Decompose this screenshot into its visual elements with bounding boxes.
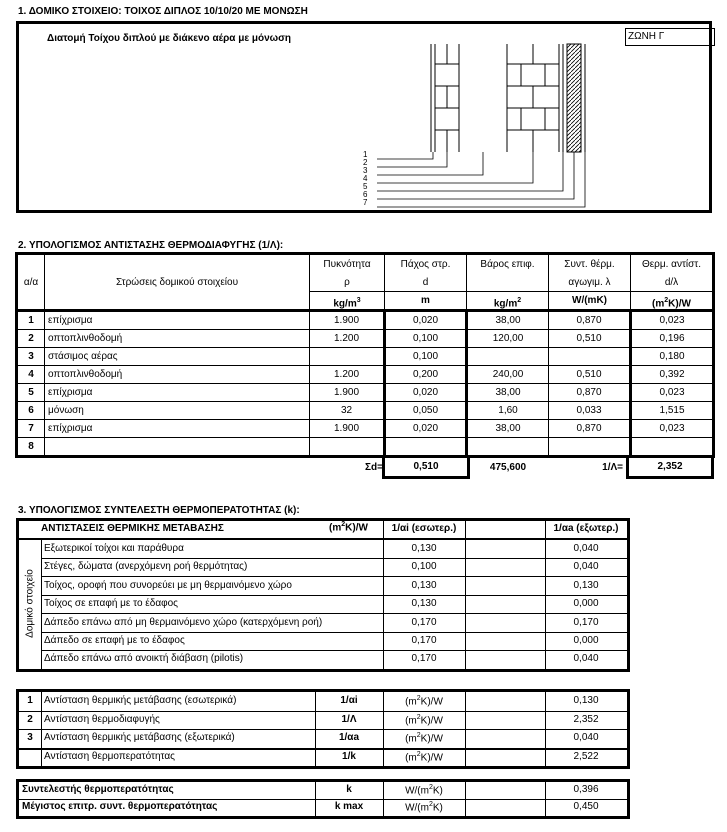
transfer-resistance-panel xyxy=(16,518,630,672)
header-density-label: Πυκνότητα xyxy=(323,258,371,270)
u-value-label: Συντελεστής θερμοπερατότητας xyxy=(22,784,174,795)
row-number: 8 xyxy=(17,438,45,457)
transfer-row-ai: 0,130 xyxy=(411,598,437,610)
layer-name: οπτοπλινθοδομή xyxy=(45,366,310,384)
transfer-row xyxy=(41,632,627,651)
header-res-label: Θερμ. αντίστ. xyxy=(641,258,702,270)
inv-lambda-value: 2,352 xyxy=(626,458,714,479)
total-resistance-value: 0,040 xyxy=(573,732,599,743)
col-divider xyxy=(465,692,466,766)
resistance-value: 0,196 xyxy=(631,330,714,348)
header-layers: Στρώσεις δομικού στοιχείου xyxy=(45,254,310,311)
total-resistance-label: Αντίσταση θερμικής μετάβασης (εξωτερικά) xyxy=(44,732,235,743)
col-divider xyxy=(41,692,42,766)
thickness-value: 0,100 xyxy=(385,348,467,366)
resistance-value: 0,023 xyxy=(631,420,714,438)
total-resistance-label: Αντίσταση θερμικής μετάβασης (εσωτερικά) xyxy=(44,695,237,706)
conductivity-value: 0,870 xyxy=(549,384,631,402)
u-value-symbol: k max xyxy=(334,801,364,812)
table-row xyxy=(17,311,714,330)
total-resistance-symbol: 1/k xyxy=(342,750,356,762)
layers-totals-row xyxy=(15,458,712,480)
layer-number: 4 xyxy=(363,174,368,183)
col-divider xyxy=(383,782,384,816)
transfer-row-label: Δάπεδο σε επαφή με το έδαφος xyxy=(44,635,185,646)
col-divider xyxy=(315,782,316,816)
layers-table-header xyxy=(17,254,714,311)
layer-name: επίχρισμα xyxy=(45,420,310,438)
density-value xyxy=(310,348,385,366)
density-value: 1.200 xyxy=(310,330,385,348)
transfer-row xyxy=(41,558,627,577)
header-cond-symbol: αγωγιμ. λ xyxy=(568,276,611,288)
transfer-row-label: Στέγες, δώματα (ανερχόμενη ροή θερμότητας) xyxy=(44,561,248,573)
resistance-value: 1,515 xyxy=(631,402,714,420)
conductivity-value xyxy=(549,348,631,366)
transfer-row-ai: 0,100 xyxy=(411,561,437,573)
thickness-value: 0,020 xyxy=(385,311,467,330)
density-value: 1.900 xyxy=(310,311,385,330)
layer-number: 6 xyxy=(363,190,368,199)
transfer-row-aa: 0,040 xyxy=(573,653,599,665)
resistance-value: 0,392 xyxy=(631,366,714,384)
total-resistance-row xyxy=(19,729,627,750)
transfer-row-label: Δάπεδο επάνω από μη θερμαινόμενο χώρο (κατερχόμενη ροή) xyxy=(44,616,323,628)
density-value xyxy=(310,438,385,457)
side-label-cell xyxy=(19,540,42,669)
total-resistance-unit: $(m^2K)/W$ xyxy=(405,732,443,745)
col-divider xyxy=(383,692,384,766)
total-resistance-symbol: 1/αa xyxy=(338,732,360,743)
u-value-unit: $W/(m^2K)$ xyxy=(405,784,443,797)
layer-name: οπτοπλινθοδομή xyxy=(45,330,310,348)
transfer-row xyxy=(41,595,627,614)
side-label: Δομικό στοιχείο xyxy=(24,569,36,638)
layer-number: 5 xyxy=(363,182,368,191)
header-res-unit: $(m^2K)/W$ xyxy=(631,291,712,309)
transfer-row-label: Εξωτερικοί τοίχοι και παράθυρα xyxy=(44,543,184,554)
header-thickness-unit: m xyxy=(385,291,466,309)
inv-lambda-label: 1/Λ= xyxy=(602,462,623,473)
wall-section-subtitle: Διατομή Τοίχου διπλού με διάκενο αέρα με μόνωση xyxy=(47,33,292,44)
header-conductivity xyxy=(549,254,631,311)
col-divider xyxy=(315,692,316,766)
transfer-row-aa: 0,040 xyxy=(573,561,599,573)
col-divider xyxy=(545,782,546,816)
u-value-row xyxy=(19,782,627,800)
transfer-row xyxy=(41,614,627,633)
row-number: 3 xyxy=(27,732,33,743)
layer-number: 2 xyxy=(363,158,368,167)
header-weight-unit: $kg/m^2$ xyxy=(467,291,548,309)
transfer-row xyxy=(41,650,627,668)
transfer-row-ai: 0,170 xyxy=(411,653,437,665)
row-number: 2 xyxy=(27,713,33,725)
row-number: 4 xyxy=(17,366,45,384)
row-number: 3 xyxy=(17,348,45,366)
header-cond-unit: W/(mK) xyxy=(549,291,630,309)
total-resistance-unit: $(m^2K)/W$ xyxy=(405,713,443,726)
table-row xyxy=(17,366,714,384)
transfer-header-label: ΑΝΤΙΣΤΑΣΕΙΣ ΘΕΡΜΙΚΗΣ ΜΕΤΑΒΑΣΗΣ xyxy=(41,523,224,534)
u-value-rows xyxy=(19,782,627,816)
table-row xyxy=(17,402,714,420)
weight-value: 120,00 xyxy=(467,330,549,348)
header-density-unit: $kg/m^3$ xyxy=(310,291,384,309)
resistance-value: 0,023 xyxy=(631,384,714,402)
row-number: 2 xyxy=(17,330,45,348)
transfer-row-aa: 0,170 xyxy=(573,616,599,628)
row-number: 6 xyxy=(17,402,45,420)
header-cond-label: Συντ. θέρμ. xyxy=(564,258,615,270)
header-weight-label: Βάρος επιφ. xyxy=(480,258,535,270)
row-number: 1 xyxy=(27,695,33,706)
total-resistance-value: 2,522 xyxy=(573,750,599,762)
row-number: 1 xyxy=(17,311,45,330)
header-weight xyxy=(467,254,549,311)
transfer-row xyxy=(41,540,627,559)
transfer-row-label: Τοίχος σε επαφή με το έδαφος xyxy=(44,598,178,610)
transfer-row-label: Δάπεδο επάνω από ανοικτή διάβαση (pilotis) xyxy=(44,653,244,665)
density-value: 32 xyxy=(310,402,385,420)
transfer-row-ai: 0,170 xyxy=(411,616,437,628)
total-resistance-label: Αντίσταση θερμοδιαφυγής xyxy=(44,713,160,725)
layer-number-list xyxy=(363,151,375,207)
sum-d-label: Σd= xyxy=(365,462,383,473)
header-thickness xyxy=(385,254,467,311)
header-thickness-symbol: d xyxy=(422,276,429,288)
transfer-row-ai: 0,130 xyxy=(411,543,437,554)
layers-table xyxy=(15,252,715,458)
transfer-row-aa: 0,000 xyxy=(573,635,599,646)
total-resistance-label: Αντίσταση θερμοπερατότητας xyxy=(44,750,175,762)
transfer-row-label: Τοίχος, οροφή που συνορεύει με μη θερμαινόμενο χώρο xyxy=(44,579,292,591)
layer-name: στάσιμος αέρας xyxy=(45,348,310,366)
total-resistance-unit: $(m^2K)/W$ xyxy=(405,695,443,708)
layer-name: επίχρισμα xyxy=(45,311,310,330)
weight-value: 1,60 xyxy=(467,402,549,420)
header-thickness-label: Πάχος στρ. xyxy=(400,258,451,270)
layer-number: 7 xyxy=(363,198,368,207)
thickness-value: 0,020 xyxy=(385,384,467,402)
table-row xyxy=(17,420,714,438)
total-resistance-panel xyxy=(16,689,630,769)
weight-value: 38,00 xyxy=(467,384,549,402)
density-value: 1.900 xyxy=(310,384,385,402)
thickness-value: 0,200 xyxy=(385,366,467,384)
header-density xyxy=(310,254,385,311)
u-value-unit: $W/(m^2K)$ xyxy=(405,801,443,814)
total-resistance-row xyxy=(19,692,627,712)
col-header-ai: 1/αi (εσωτερ.) xyxy=(391,523,457,534)
layer-name xyxy=(45,438,310,457)
u-value-label: Μέγιστος επιτρ. συντ. θερμοπερατότητας xyxy=(22,801,218,812)
total-resistance-value: 0,130 xyxy=(573,695,599,706)
header-density-symbol: ρ xyxy=(344,276,350,288)
header-weight-spacer xyxy=(467,274,548,291)
transfer-row xyxy=(41,577,627,596)
total-resistance-symbol: 1/αi xyxy=(340,695,358,706)
conductivity-value xyxy=(549,438,631,457)
u-value-value: 0,396 xyxy=(573,784,599,795)
total-resistance-row xyxy=(19,748,627,767)
section3-title: 3. ΥΠΟΛΟΓΙΣΜΟΣ ΣΥΝΤΕΛΕΣΤΗ ΘΕΡΜΟΠΕΡΑΤΟΤΗΤΑΣ (k): xyxy=(18,505,300,516)
u-value-panel xyxy=(16,779,630,819)
col-divider xyxy=(545,692,546,766)
header-res-symbol: d/λ xyxy=(664,276,679,288)
density-value: 1.200 xyxy=(310,366,385,384)
layer-number: 3 xyxy=(363,166,368,175)
conductivity-value: 0,510 xyxy=(549,330,631,348)
header-resistance xyxy=(631,254,714,311)
thickness-value xyxy=(385,438,467,457)
layer-number: 1 xyxy=(363,150,368,159)
density-value: 1.900 xyxy=(310,420,385,438)
u-value-symbol: k xyxy=(346,784,352,795)
table-row xyxy=(17,384,714,402)
conductivity-value: 0,870 xyxy=(549,420,631,438)
conductivity-value: 0,510 xyxy=(549,366,631,384)
resistance-value: 0,180 xyxy=(631,348,714,366)
total-resistance-unit: $(m^2K)/W$ xyxy=(405,750,443,763)
section2-title: 2. ΥΠΟΛΟΓΙΣΜΟΣ ΑΝΤΙΣΤΑΣΗΣ ΘΕΡΜΟΔΙΑΦΥΓΗΣ (1/Λ): xyxy=(18,240,284,251)
transfer-row-ai: 0,130 xyxy=(411,579,437,591)
transfer-row-ai: 0,170 xyxy=(411,635,437,646)
sum-d-value: 0,510 xyxy=(382,458,470,479)
header-aa: α/α xyxy=(17,254,45,311)
sum-weight-value: 475,600 xyxy=(489,462,527,473)
resistance-value: 0,023 xyxy=(631,311,714,330)
table-row xyxy=(17,330,714,348)
total-resistance-rows xyxy=(19,692,627,766)
table-row xyxy=(17,438,714,457)
weight-value: 38,00 xyxy=(467,420,549,438)
thickness-value: 0,050 xyxy=(385,402,467,420)
weight-value: 38,00 xyxy=(467,311,549,330)
thickness-value: 0,020 xyxy=(385,420,467,438)
wall-section-panel xyxy=(16,21,712,213)
total-resistance-symbol: 1/Λ xyxy=(341,713,357,725)
zone-label: ΖΩΝΗ Γ xyxy=(625,28,715,46)
total-resistance-row xyxy=(19,711,627,731)
thickness-value: 0,100 xyxy=(385,330,467,348)
layer-name: μόνωση xyxy=(45,402,310,420)
resistance-value xyxy=(631,438,714,457)
table-row xyxy=(17,348,714,366)
transfer-row-aa: 0,000 xyxy=(573,598,599,610)
section1-title: 1. ΔΟΜΙΚΟ ΣΤΟΙΧΕΙΟ: ΤΟΙΧΟΣ ΔΙΠΛΟΣ 10/10/20 ΜΕ ΜΟΝΩΣΗ xyxy=(18,6,308,17)
transfer-row-aa: 0,130 xyxy=(573,579,599,591)
weight-value xyxy=(467,438,549,457)
conductivity-value: 0,870 xyxy=(549,311,631,330)
u-value-value: 0,450 xyxy=(573,801,599,812)
weight-value xyxy=(467,348,549,366)
layer-name: επίχρισμα xyxy=(45,384,310,402)
conductivity-value: 0,033 xyxy=(549,402,631,420)
weight-value: 240,00 xyxy=(467,366,549,384)
u-value-row xyxy=(19,799,627,816)
row-number: 5 xyxy=(17,384,45,402)
col-header-aa: 1/αa (εξωτερ.) xyxy=(553,523,619,534)
total-resistance-value: 2,352 xyxy=(573,713,599,725)
col-divider xyxy=(465,782,466,816)
transfer-header-unit: $(m^2K)/W$ xyxy=(329,521,368,534)
row-number: 7 xyxy=(17,420,45,438)
transfer-row-aa: 0,040 xyxy=(573,543,599,554)
